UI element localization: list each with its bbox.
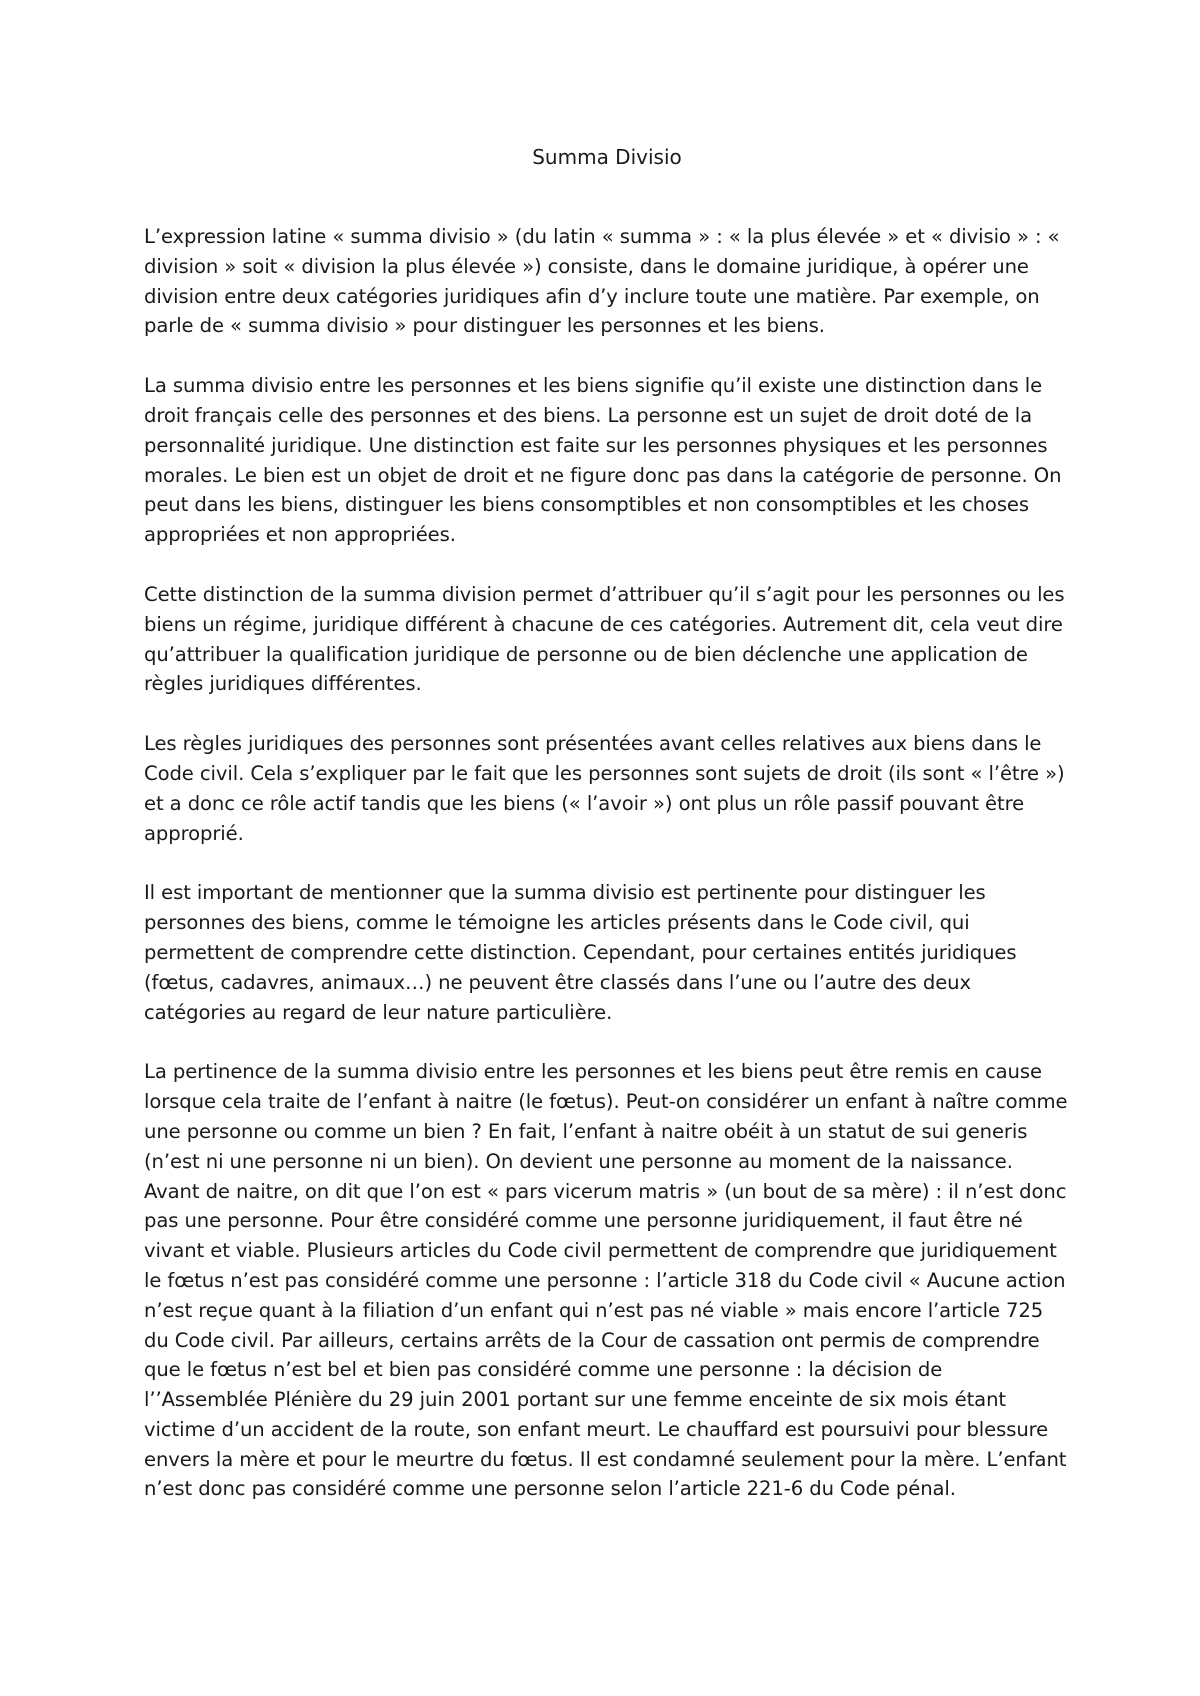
paragraph-4: Les règles juridiques des personnes sont présentées avant celles relatives aux biens dans le Code civil. Cela s’expliquer par le fait que les personnes sont sujets de droit (ils sont « l’être ») et a donc ce rôle actif tandis que les biens (« l’avoir ») ont plus un rôle passif pouvant être approprié. (144, 732, 1065, 845)
paragraph-1: L’expression latine « summa divisio » (du latin « summa » : « la plus élevée » et « divisio » : « division » soit « division la plus élevée ») consiste, dans le domaine juridique, à opérer une division entre deux catégories juridiques afin d’y inclure toute une matière. Par exemple, on parle de « summa divisio » pour distinguer les personnes et les biens. (144, 225, 1060, 338)
paragraph-5: Il est important de mentionner que la summa divisio est pertinente pour distinguer les personnes des biens, comme le témoigne les articles présents dans le Code civil, qui permettent de comprendre cette distinction. Cependant, pour certaines entités juridiques (fœtus, cadavres, animaux…) ne peuvent être classés dans l’une ou l’autre des deux catégories au regard de leur nature particulière. (144, 881, 1017, 1024)
paragraph-6: La pertinence de la summa divisio entre les personnes et les biens peut être remis en cause lorsque cela traite de l’enfant à naitre (le fœtus). Peut-on considérer un enfant à naître comme une personne ou comme un bien ? En fait, l’enfant à naitre obéit à un statut de sui generis (n’est ni une personne ni un bien). On devient une personne au moment de la naissance. Avant de naitre, on dit que l’on est « pars vicerum matris » (un bout de sa mère) : il n’est donc pas une personne. Pour être considéré comme une personne juridiquement, il faut être né vivant et viable. Plusieurs articles du Code civil permettent de comprendre que juridiquement le fœtus n’est pas considéré comme une personne : l’article 318 du Code civil « Aucune action n’est reçue quant à la filiation d’un enfant qui n’est pas né viable » mais encore l’article 725 du Code civil. Par ailleurs, certains arrêts de la Cour de cassation ont permis de comprendre que le fœtus n’est bel et bien pas considéré comme une personne : la décision de l’’Assemblée Plénière du 29 juin 2001 portant sur une femme enceinte de six mois étant victime d’un accident de la route, son enfant meurt. Le chauffard est poursuivi pour blessure envers la mère et pour le meurtre du fœtus. Il est condamné seulement pour la mère. L’enfant n’est donc pas considéré comme une personne selon l’article 221-6 du Code pénal. (144, 1060, 1068, 1501)
paragraph-3: Cette distinction de la summa division permet d’attribuer qu’il s’agit pour les personnes ou les biens un régime, juridique différent à chacune de ces catégories. Autrement dit, cela veut dire qu’attribuer la qualification juridique de personne ou de bien déclenche une application de règles juridiques différentes. (144, 582, 1065, 696)
page-title: Summa Divisio (532, 145, 682, 169)
paragraph-2: La summa divisio entre les personnes et les biens signifie qu’il existe une distinction dans le droit français celle des personnes et des biens. La personne est un sujet de droit doté de la personnalité juridique. Une distinction est faite sur les personnes physiques et les personnes morales. Le bien est un objet de droit et ne figure donc pas dans la catégorie de personne. On peut dans les biens, distinguer les biens consomptibles et non consomptibles et les choses appropriées et non appropriées. (144, 374, 1062, 547)
